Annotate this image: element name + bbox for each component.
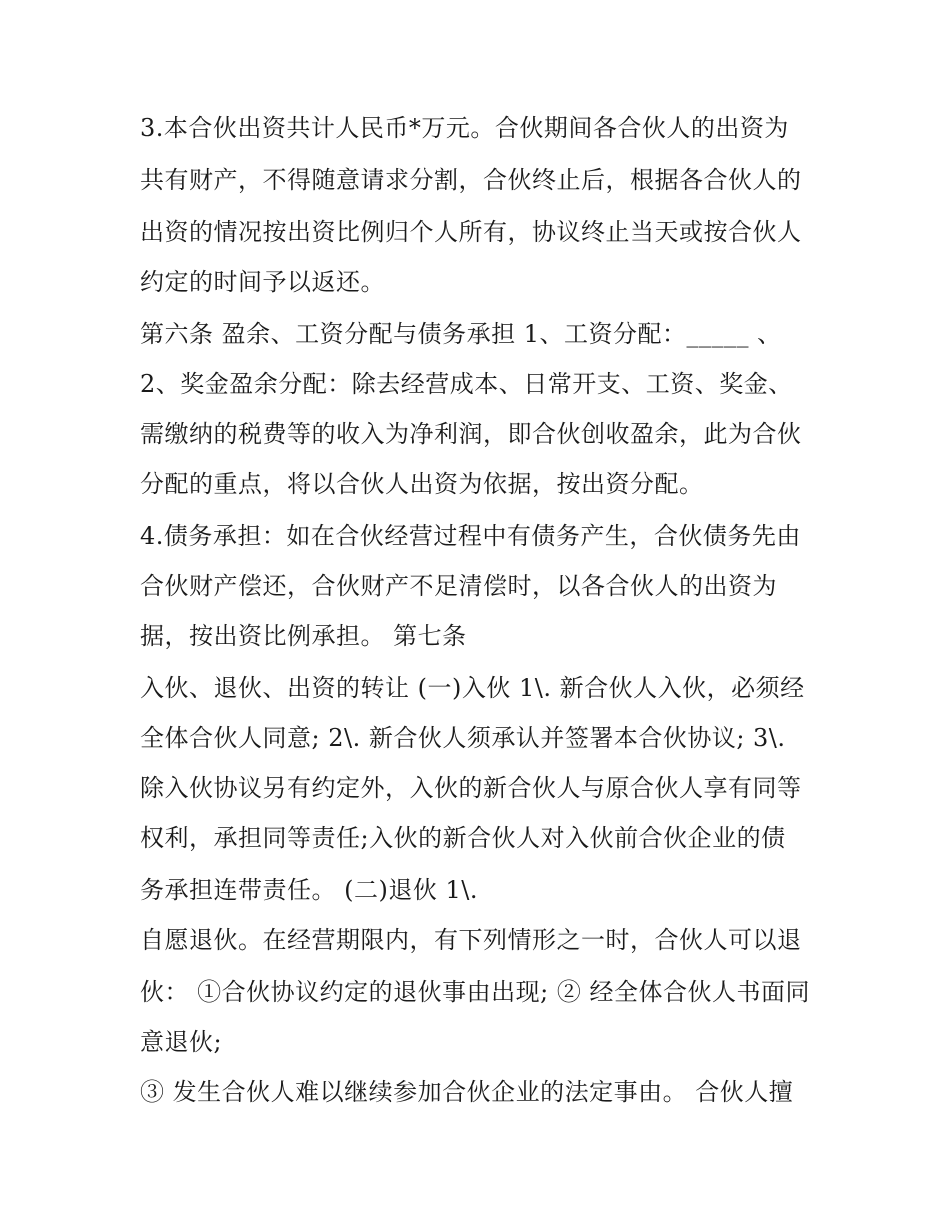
text-line-20: ③ 发生合伙人难以继续参加合伙企业的法定事由。 合伙人擅 <box>140 1078 794 1106</box>
text-line-10: 合伙财产偿还，合伙财产不足清偿时，以各合伙人的出资为 <box>140 572 777 600</box>
text-line-2: 共有财产，不得随意请求分割，合伙终止后，根据各合伙人的 <box>140 166 802 194</box>
text-line-18: 伙： ①合伙协议约定的退伙事由出现; ② 经全体合伙人书面同 <box>140 978 810 1006</box>
text-line-13: 全体合伙人同意; 2\. 新合伙人须承认并签署本合伙协议; 3\. <box>140 724 786 752</box>
text-line-5: 第六条 盈余、工资分配与债务承担 1、工资分配：_____ 、 <box>140 320 782 348</box>
text-line-19: 意退伙; <box>140 1028 223 1056</box>
text-line-1: 3.本合伙出资共计人民币*万元。合伙期间各合伙人的出资为 <box>140 114 789 142</box>
text-line-8: 分配的重点，将以合伙人出资为依据，按出资分配。 <box>140 470 704 498</box>
text-line-11: 据，按出资比例承担。 第七条 <box>140 622 467 650</box>
text-line-15: 权利，承担同等责任;入伙的新合伙人对入伙前合伙企业的债 <box>140 824 786 852</box>
text-line-3: 出资的情况按出资比例归个人所有，协议终止当天或按合伙人 <box>140 218 802 246</box>
text-line-16: 务承担连带责任。 (二)退伙 1\. <box>140 876 478 904</box>
text-line-7: 需缴纳的税费等的收入为净利润，即合伙创收盈余，此为合伙 <box>140 420 802 448</box>
text-line-12: 入伙、退伙、出资的转让 (一)入伙 1\. 新合伙人入伙，必须经 <box>140 674 805 702</box>
text-line-14: 除入伙协议另有约定外，入伙的新合伙人与原合伙人享有同等 <box>140 774 802 802</box>
text-line-6: 2、奖金盈余分配：除去经营成本、日常开支、工资、奖金、 <box>140 370 793 398</box>
text-line-17: 自愿退伙。在经营期限内，有下列情形之一时，合伙人可以退 <box>140 926 802 954</box>
text-line-4: 约定的时间予以返还。 <box>140 268 385 296</box>
text-line-9: 4.债务承担：如在合伙经营过程中有债务产生，合伙债务先由 <box>140 522 801 550</box>
